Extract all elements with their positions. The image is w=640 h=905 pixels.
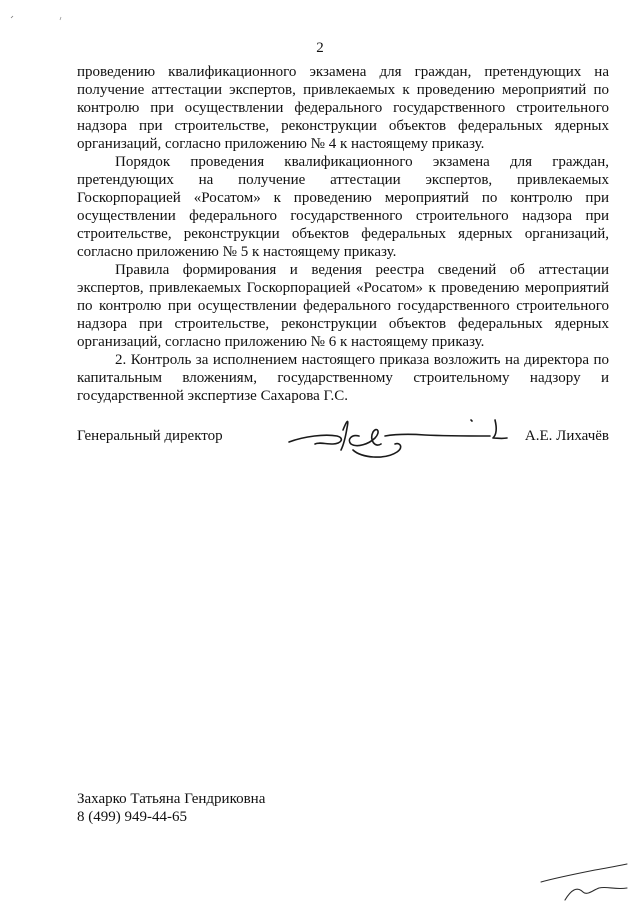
scan-marks bbox=[8, 12, 68, 22]
signature-block bbox=[77, 420, 609, 480]
paragraph-4: 2. Контроль за исполнением настоящего приказа возложить на директора по капитальным вложениям, государственному строительному надзору и государственной экспертизе Сахарова Г.С. bbox=[77, 352, 609, 404]
signer-title: Генеральный директор bbox=[77, 428, 223, 444]
signer-name: А.Е. Лихачёв bbox=[524, 428, 609, 444]
contact-phone: 8 (499) 949-44-65 bbox=[77, 809, 187, 825]
handwritten-date-note bbox=[535, 860, 635, 905]
handwritten-signature bbox=[285, 414, 517, 474]
paragraph-2: Порядок проведения квалификационного экзамена для граждан, претендующих на получение аттестации экспертов, привлекаемых Госкорпорацией «Росатом» к проведению мероприятий по контролю при осуществлении федерального государственного строительного надзора при строительстве, реконструкции объектов федеральных ядерных организаций, согласно приложению № 5 к настоящему приказу. bbox=[77, 154, 609, 260]
contact-name: Захарко Татьяна Гендриковна bbox=[77, 791, 266, 807]
paragraph-1: проведению квалификационного экзамена для граждан, претендующих на получение аттестации экспертов, привлекаемых к проведению мероприятий по контролю при осуществлении федерального государственного строительного надзора при строительстве, реконструкции объектов федеральных ядерных организаций, согласно приложению № 4 к настоящему приказу. bbox=[77, 64, 609, 152]
document-body bbox=[77, 63, 609, 405]
paragraph-3: Правила формирования и ведения реестра сведений об аттестации экспертов, привлекаемых Госкорпорацией «Росатом» к проведению мероприятий по контролю при осуществлении федерального государственного строительного надзора при строительстве, реконструкции объектов федеральных ядерных организаций, согласно приложению № 6 к настоящему приказу. bbox=[77, 262, 609, 350]
contact-info bbox=[77, 790, 265, 826]
page-number: 2 bbox=[316, 40, 324, 56]
